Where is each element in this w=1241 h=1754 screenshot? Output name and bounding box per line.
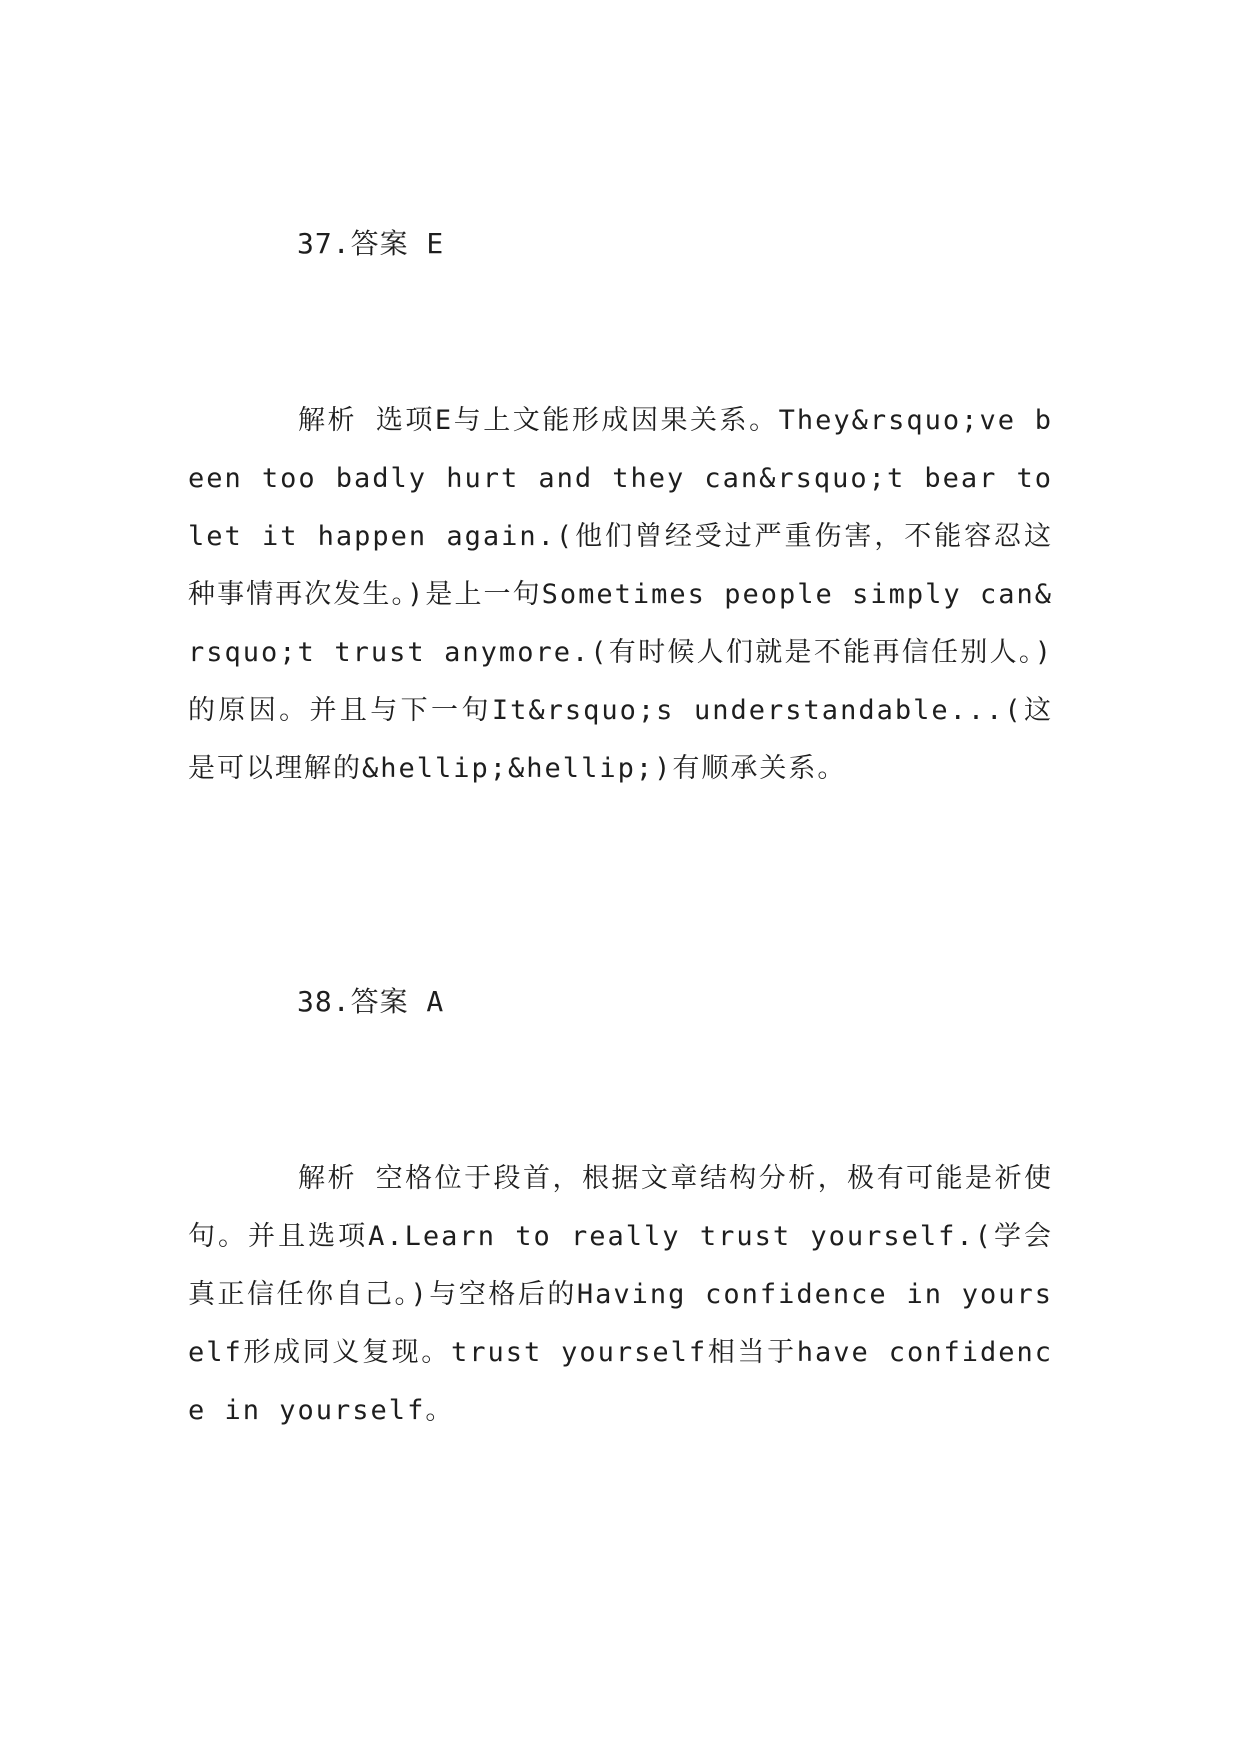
analysis-paragraph-38: 解析 空格位于段首，根据文章结构分析，极有可能是祈使句。并且选项A.Learn to really trust yourself.(学会真正信任你自己。)与空格后的Having confidence in yourself形成同义复现。trust yourself相当于have confidence in yourself。 — [188, 1163, 1053, 1426]
analysis-paragraph-37: 解析 选项E与上文能形成因果关系。They&rsquo;ve been too badly hurt and they can&rsquo;t bear to let it happen again.(他们曾经受过严重伤害，不能容忍这种事情再次发生。)是上一句Sometimes people simply can&rsquo;t trust anymore.(有时候人们就是不能再信任别人。)的原因。并且与下一句It&rsquo;s understandable...(这是可以理解的&hellip;&hellip;)有顺承关系。 — [188, 405, 1053, 784]
answer-heading-37: 37.答案 E — [297, 227, 445, 260]
answer-heading-38: 38.答案 A — [297, 985, 445, 1018]
